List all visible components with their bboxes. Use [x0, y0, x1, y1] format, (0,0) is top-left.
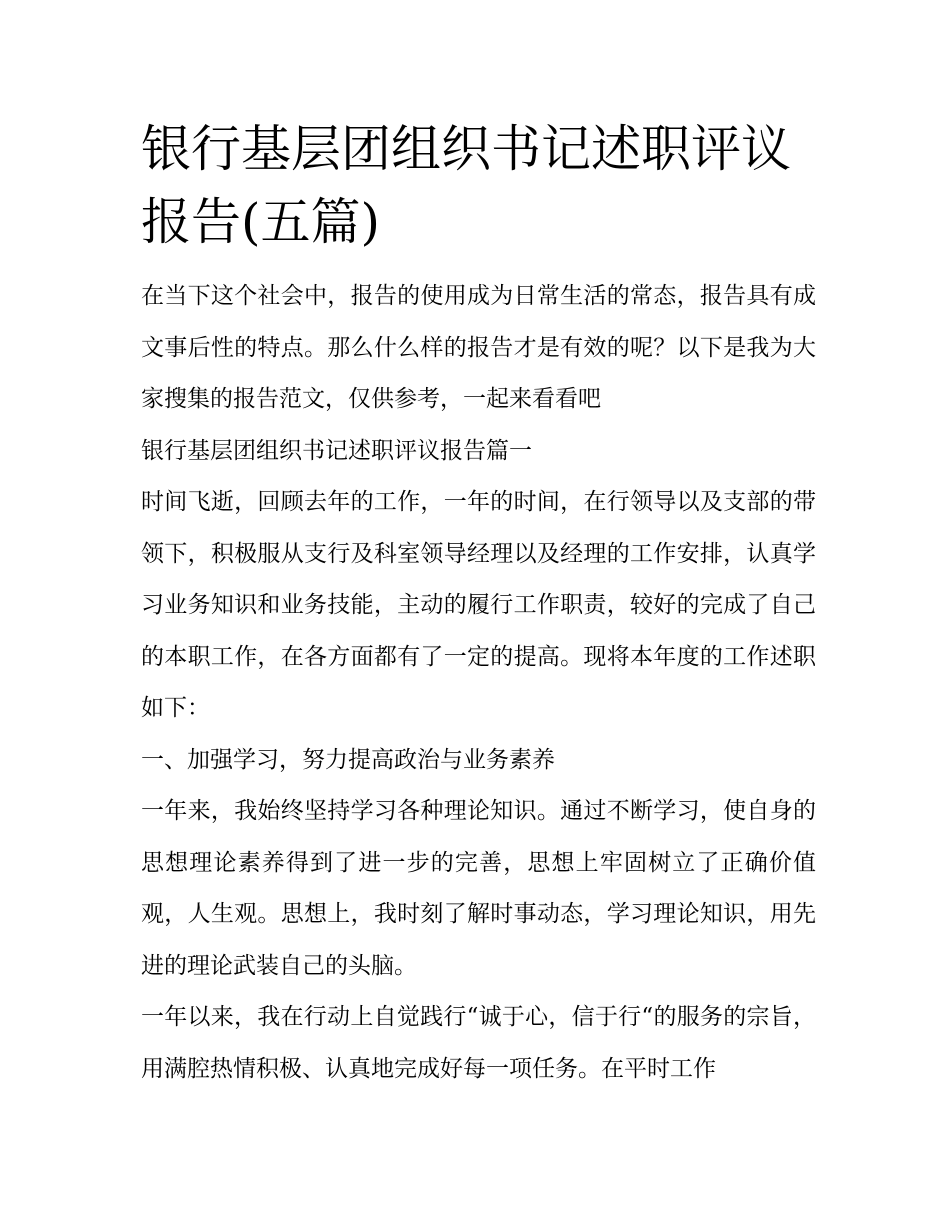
- document-body: [141, 113, 816, 1095]
- body-paragraph: 一年来，我始终坚持学习各种理论知识。通过不断学习，使自身的思想理论素养得到了进一步的完善，思想上牢固树立了正确价值观，人生观。思想上，我时刻了解时事动态，学习理论知识，用先进的理论武装自己的头脑。: [141, 798, 816, 979]
- body-paragraph: 一年以来，我在行动上自觉践行“诚于心，信于行“的服务的宗旨，用满腔热情积极、认真地完成好每一项任务。在平时工作: [141, 1004, 816, 1082]
- intro-paragraph: 在当下这个社会中，报告的使用成为日常生活的常态，报告具有成文事后性的特点。那么什么样的报告才是有效的呢？以下是我为大家搜集的报告范文，仅供参考，一起来看看吧: [141, 283, 816, 412]
- subsection-heading: 一、加强学习，努力提高政治与业务素养: [141, 746, 555, 773]
- body-paragraph: 时间飞逝，回顾去年的工作，一年的时间，在行领导以及支部的带领下，积极服从支行及科室领导经理以及经理的工作安排，认真学习业务知识和业务技能，主动的履行工作职责，较好的完成了自己的本职工作，在各方面都有了一定的提高。现将本年度的工作述职如下：: [141, 489, 816, 721]
- document-title: 银行基层团组织书记述职评议报告(五篇): [141, 120, 791, 251]
- section-heading-part-one: 银行基层团组织书记述职评议报告篇一: [141, 437, 532, 464]
